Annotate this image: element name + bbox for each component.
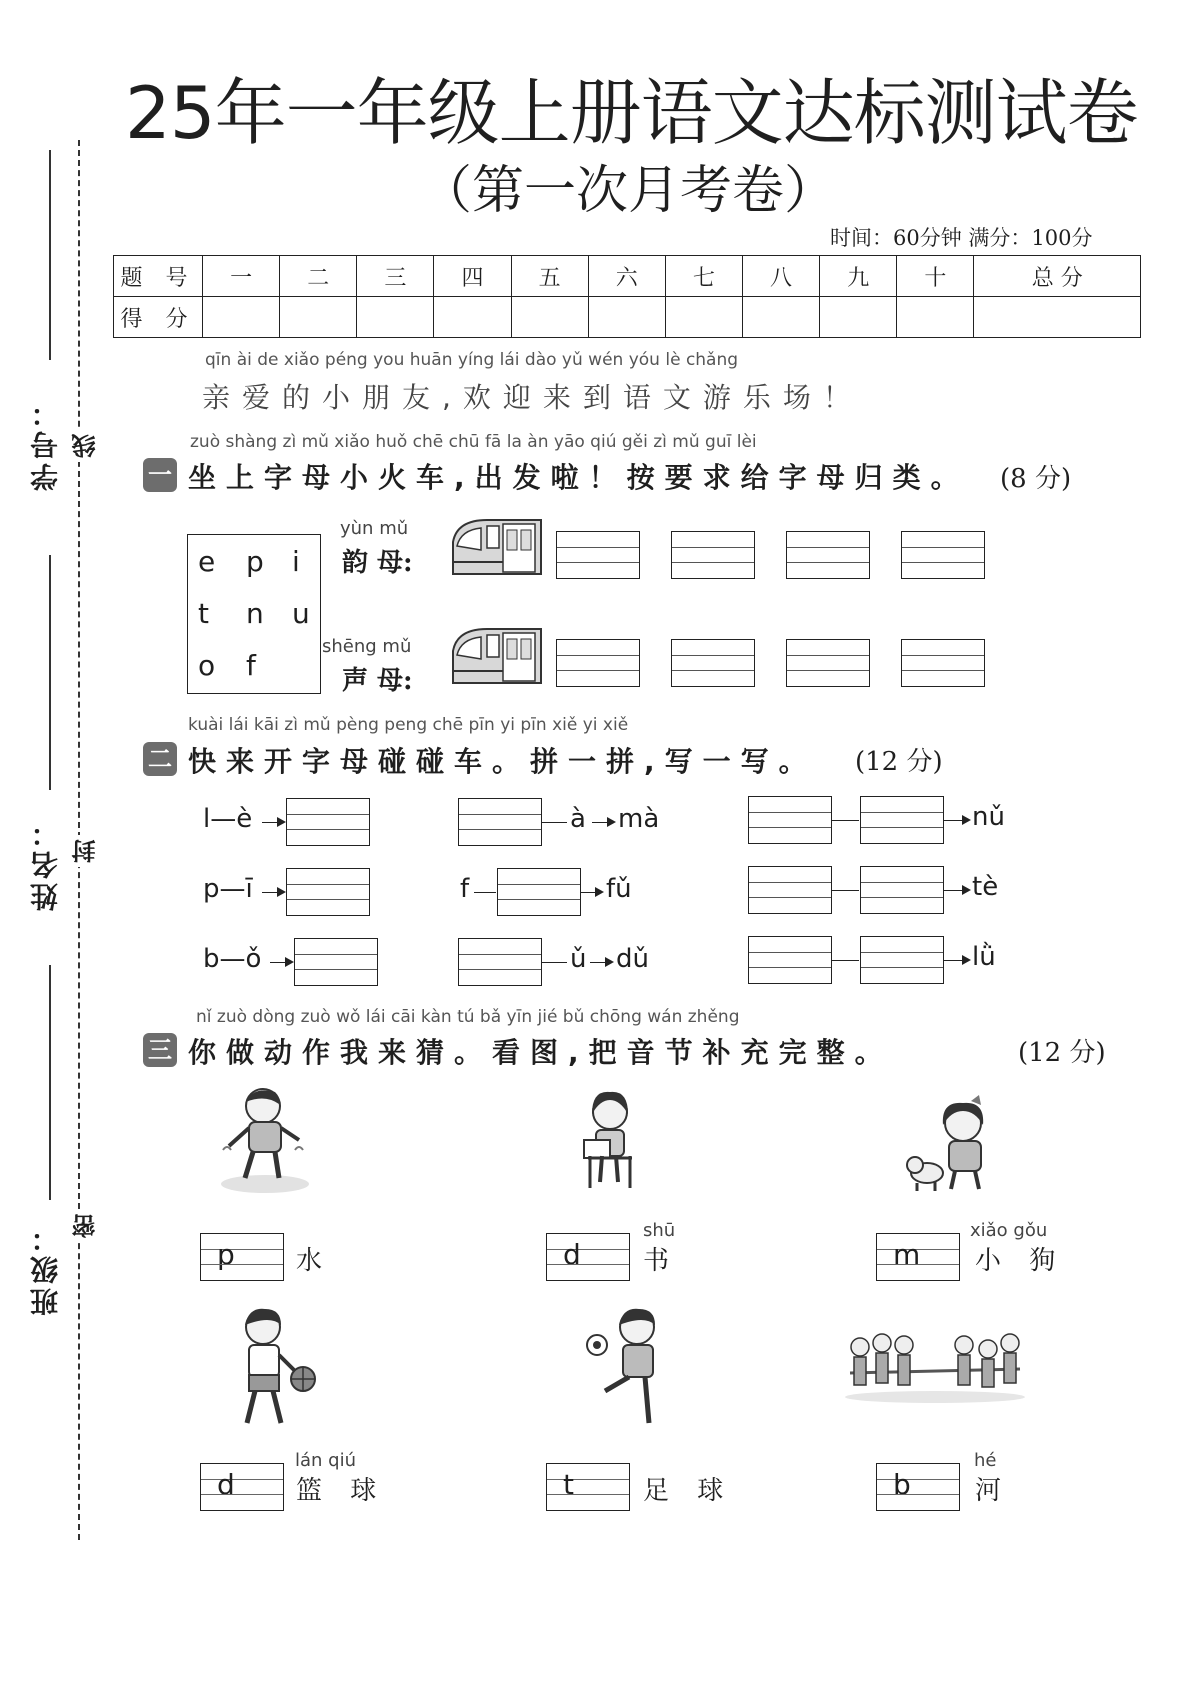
arrow [943,820,969,821]
score-col: 一 [203,256,280,297]
chain-answer-box[interactable] [286,868,370,916]
chain-result-text: lǜ [972,942,996,972]
chain-left-text: f [460,874,470,904]
consonant-answer-box[interactable] [786,639,870,687]
connector-line [541,822,567,823]
chain-answer-box[interactable] [748,936,832,984]
score-cell[interactable] [665,297,742,338]
score-cell[interactable] [974,297,1141,338]
score-col: 总 分 [974,256,1141,297]
mark-seal: 封 [68,835,103,867]
connector-line [474,892,496,893]
boy-kicking-football-icon [585,1305,675,1430]
arrow [590,962,612,963]
letter: t [198,597,209,630]
score-row-label: 得 分 [114,297,203,338]
section3-pinyin: nǐ zuò dòng zuò wǒ lái cāi kàn tú bǎ yīn jié bǔ chōng wán zhěng [196,1007,740,1027]
letter: e [198,545,216,578]
mark-secret: 密 [68,1210,103,1242]
girl-with-puppy-icon [905,1095,1000,1195]
score-cell[interactable] [434,297,511,338]
arrow [270,962,292,963]
score-col: 三 [357,256,434,297]
greeting-text: 亲爱的小朋友,欢迎来到语文游乐场！ [202,381,863,414]
score-col: 四 [434,256,511,297]
chain-left-text: l—è [203,804,253,834]
section1-pinyin: zuò shàng zì mǔ xiǎo huǒ chē chū fā la àn yāo qiú gěi zì mǔ guī lèi [190,432,757,452]
chain-result-text: dǔ [616,944,649,974]
vowel-label: 韵 母: [342,548,413,578]
name-line [49,555,51,790]
answer-word: 书 [643,1246,680,1276]
connector-line [831,820,859,821]
chain-answer-box[interactable] [860,936,944,984]
score-header-label: 题 号 [114,256,203,297]
consonant-answer-box[interactable] [901,639,985,687]
score-row [114,297,1141,338]
chain-answer-box[interactable] [748,796,832,844]
train-icon [447,516,543,580]
vowel-answer-box[interactable] [901,531,985,579]
score-col: 六 [588,256,665,297]
chain-result-text: fǔ [606,874,632,904]
mark-line: 线 [68,430,103,462]
score-cell[interactable] [280,297,357,338]
syllable-answer-box[interactable] [200,1463,284,1511]
consonant-label: 声 母: [342,666,413,696]
answer-word: 水 [296,1246,333,1276]
student-id-label: 学号： [29,395,62,491]
answer-word: 篮 球 [296,1476,387,1506]
train-icon [447,625,543,689]
page-title: 25年一年级上册语文达标测试卷 [125,71,1138,155]
chain-mid-text: ǔ [570,944,587,974]
section3-number: 三 [143,1033,177,1067]
chain-answer-box[interactable] [294,938,378,986]
time-info: 时间：60分钟 满分：100分 [830,226,1093,250]
score-col: 二 [280,256,357,297]
connector-line [831,960,859,961]
chain-answer-box[interactable] [458,798,542,846]
score-header-row [114,256,1141,297]
given-initial: d [563,1238,581,1271]
letters-box [187,534,321,694]
connector-line [831,890,859,891]
boy-playing-basketball-icon [225,1305,320,1430]
section2-pinyin: kuài lái kāi zì mǔ pèng peng chē pīn yi pīn xiě yi xiě [188,715,629,735]
score-cell[interactable] [203,297,280,338]
given-initial: t [563,1468,574,1501]
score-col: 八 [742,256,819,297]
connector-line [541,962,567,963]
vowel-answer-box[interactable] [556,531,640,579]
chain-answer-box[interactable] [458,938,542,986]
class-label: 班级： [29,1220,62,1316]
chain-result-text: nǔ [972,802,1005,832]
chain-answer-box[interactable] [860,796,944,844]
section1-points: (8 分) [1000,464,1072,494]
answer-word: 河 [975,1476,1012,1506]
arrow [592,822,614,823]
consonant-answer-box[interactable] [671,639,755,687]
score-col: 十 [897,256,974,297]
score-table [113,255,1141,338]
section2-number: 二 [143,742,177,776]
given-initial: m [893,1238,921,1271]
score-cell[interactable] [511,297,588,338]
section2-instruction: 快来开字母碰碰车。拼一拼,写一写。 [188,745,817,778]
chain-mid-text: à [570,804,586,834]
chain-answer-box[interactable] [860,866,944,914]
tug-of-war-icon [840,1325,1030,1405]
letter: f [246,649,256,682]
letter: n [246,597,264,630]
vowel-pinyin: yùn mǔ [340,518,409,539]
section1-instruction: 坐上字母小火车,出发啦！按要求给字母归类。 [188,461,969,494]
given-initial: p [217,1238,235,1271]
score-col: 五 [511,256,588,297]
section2-points: (12 分) [855,747,943,777]
vowel-answer-box[interactable] [786,531,870,579]
name-label: 姓名： [29,815,62,911]
arrow [943,960,969,961]
class-line [49,965,51,1200]
vowel-answer-box[interactable] [671,531,755,579]
chain-left-text: b—ǒ [203,944,262,974]
answer-word: 小 狗 [975,1246,1066,1276]
girl-reading-book-icon [570,1088,650,1193]
chain-answer-box[interactable] [286,798,370,846]
score-cell[interactable] [897,297,974,338]
score-col: 九 [820,256,897,297]
section1-number: 一 [143,458,177,492]
given-initial: b [893,1468,911,1501]
letter: p [246,545,264,578]
arrow [580,892,602,893]
student-id-line [49,150,51,360]
chain-result-text: tè [972,872,999,902]
answer-pinyin: hé [974,1450,997,1471]
answer-word: 足 球 [643,1476,734,1506]
greeting-pinyin: qīn ài de xiǎo péng you huān yíng lái dào yǔ wén yóu lè chǎng [205,350,739,370]
syllable-answer-box[interactable] [546,1463,630,1511]
answer-pinyin: shū [643,1220,676,1241]
answer-pinyin: lán qiú [295,1450,356,1471]
chain-answer-box[interactable] [748,866,832,914]
syllable-answer-box[interactable] [200,1233,284,1281]
consonant-answer-box[interactable] [556,639,640,687]
arrow [943,890,969,891]
score-cell[interactable] [588,297,665,338]
syllable-answer-box[interactable] [546,1233,630,1281]
section3-points: (12 分) [1018,1038,1106,1068]
chain-result-text: mà [618,804,660,834]
page-subtitle: （第一次月考卷） [420,161,837,221]
letter: u [292,597,310,630]
answer-pinyin: xiǎo gǒu [970,1220,1048,1241]
letter: i [292,545,300,578]
syllable-answer-box[interactable] [876,1233,960,1281]
score-cell[interactable] [357,297,434,338]
arrow [262,822,284,823]
boy-splashing-water-icon [215,1080,315,1195]
given-initial: d [217,1468,235,1501]
arrow [262,892,284,893]
letter: o [198,649,216,682]
score-cell[interactable] [820,297,897,338]
score-cell[interactable] [742,297,819,338]
syllable-answer-box[interactable] [876,1463,960,1511]
chain-left-text: p—ī [203,874,253,904]
section3-instruction: 你做动作我来猜。看图,把音节补充完整。 [188,1036,893,1069]
consonant-pinyin: shēng mǔ [322,636,412,657]
chain-answer-box[interactable] [497,868,581,916]
score-col: 七 [665,256,742,297]
